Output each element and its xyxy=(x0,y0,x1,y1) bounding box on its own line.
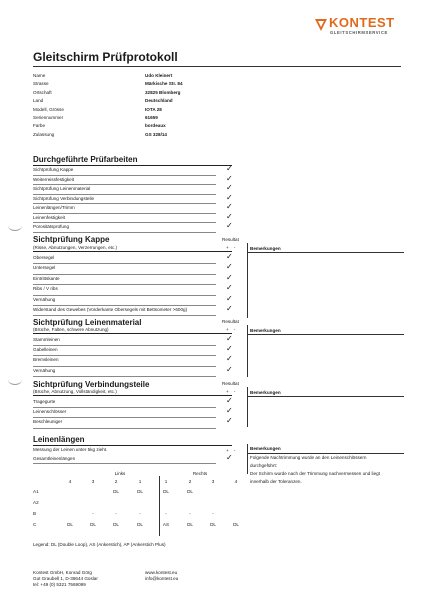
laengen-gesamt-check-icon: ✓ xyxy=(226,453,233,462)
info-value: Deutschland xyxy=(145,98,173,104)
laengen-title: Leinenlängen xyxy=(33,435,85,444)
leinen-bemerkungen: Bemerkungen xyxy=(250,328,281,333)
list-item-label: Vernähung xyxy=(33,367,56,373)
logo-emblem-icon xyxy=(314,18,328,32)
verbindung-remarks-line xyxy=(247,396,404,397)
footer-link: www.kontest.eu xyxy=(145,570,178,575)
check-icon: ✓ xyxy=(226,334,233,343)
laengen-links-label: Links xyxy=(114,471,126,476)
verbindung-title: Sichtprüfung Verbindungsteile xyxy=(33,380,150,389)
row-line xyxy=(33,315,216,316)
info-label: Farbe xyxy=(33,123,46,129)
row-line xyxy=(33,345,216,346)
kappe-title: Sichtprüfung Kappe xyxy=(33,235,110,244)
check-icon: ✓ xyxy=(226,221,233,230)
verbindung-resultat: Resultat xyxy=(222,381,239,386)
row-line xyxy=(33,284,216,285)
footer-line: Kontest GmbH, Konrad Görg xyxy=(33,570,92,575)
table-cell: DL xyxy=(137,522,143,527)
durchgefuehrt-title-line xyxy=(33,165,232,166)
table-cell: DL xyxy=(210,522,216,527)
table-cell: - xyxy=(212,511,214,516)
table-cell: DL xyxy=(137,489,143,494)
kontest-logo xyxy=(314,17,414,39)
row-line xyxy=(33,175,216,176)
table-cell: DL xyxy=(187,489,193,494)
info-value: 32825 Blomberg xyxy=(145,89,181,95)
row-line xyxy=(33,184,216,185)
table-col-header: 4 xyxy=(234,479,238,484)
row-line xyxy=(33,203,216,204)
table-col-header: 3 xyxy=(211,479,215,484)
kappe-title-line xyxy=(33,251,232,252)
list-item-label: Sichtprüfung Verbindungsteile xyxy=(33,195,95,201)
info-label: Land xyxy=(33,98,44,104)
row-line xyxy=(33,263,216,264)
laengen-bemerkungen: Bemerkungen xyxy=(250,446,281,451)
table-cell: DL xyxy=(187,522,193,527)
kappe-remarks-line xyxy=(247,252,404,253)
row-line xyxy=(33,366,216,367)
table-cell: AS xyxy=(162,522,170,527)
verbindung-remarks-divider xyxy=(247,387,248,427)
check-icon: ✓ xyxy=(226,293,233,303)
list-item-label: Untersegel xyxy=(33,265,56,271)
info-label: Modell, Grösse xyxy=(33,106,64,112)
footer-link: info@kontest.eu xyxy=(145,576,179,581)
table-col-header: 2 xyxy=(188,479,192,484)
laengen-plusminus: + - xyxy=(226,448,236,453)
list-item-label: Obersegel xyxy=(33,255,55,260)
list-item-label: Sichtprüfung Kappe xyxy=(33,167,74,172)
kappe-resultat: Resultat xyxy=(222,237,239,242)
table-cell: - xyxy=(165,511,167,516)
table-row-label: A1 xyxy=(33,489,39,494)
laengen-remarks-divider xyxy=(247,444,248,474)
check-icon: ✓ xyxy=(226,304,233,313)
row-line xyxy=(33,213,216,214)
leinen-remarks-divider xyxy=(247,325,248,377)
check-icon: ✓ xyxy=(226,364,233,374)
legend-text: Legend: DL (Double Loop), AS (Ankerstich), AP (Ankerstich Plus) xyxy=(33,542,166,547)
laengen-bemerkung-line: Folgende Nachtrimmung wurde an den Leinenschlössern xyxy=(250,455,367,460)
table-cell: - xyxy=(139,511,141,516)
list-item-label: Weiterreissfestigkeit xyxy=(33,176,75,182)
check-icon: ✓ xyxy=(226,262,233,272)
punch-mark xyxy=(8,374,22,385)
list-item-label: Sichtprüfung Leinenmaterial xyxy=(33,186,91,191)
check-icon: ✓ xyxy=(226,173,233,183)
footer-line: tel: +49 (0) 5321 7569099 xyxy=(33,582,86,587)
check-icon: ✓ xyxy=(226,344,233,354)
laengen-subtitle: Messung der Leinen unter 5kg zieht. xyxy=(33,447,108,452)
table-cell: DL xyxy=(113,489,119,494)
logo-tagline: GLEITSCHIRMSERVICE xyxy=(330,30,388,35)
check-icon: ✓ xyxy=(226,283,233,293)
check-icon: ✓ xyxy=(226,202,233,211)
durchgefuehrt-title: Durchgeführte Prüfarbeiten xyxy=(33,155,138,164)
table-cell: - xyxy=(115,511,117,516)
verbindung-title-line xyxy=(33,395,232,396)
table-cell: DL xyxy=(233,522,239,527)
check-icon: ✓ xyxy=(226,252,233,261)
list-item-label: Tragegurte xyxy=(33,399,56,404)
row-line xyxy=(33,295,216,296)
list-item-label: Gabelleinen xyxy=(33,347,58,353)
list-item-label: Eintrittskante xyxy=(33,275,60,281)
info-value: bordeaux xyxy=(145,123,166,129)
kappe-remarks-divider xyxy=(247,243,248,318)
kappe-subtitle: (Risse, Abnutzungen, Verzerrungen, etc.) xyxy=(33,245,118,250)
info-label: Strasse xyxy=(33,81,49,87)
row-line xyxy=(33,222,216,223)
verbindung-plusminus: + - xyxy=(226,389,236,394)
table-cell: DL xyxy=(113,522,119,527)
row-line xyxy=(33,194,216,195)
verbindung-bemerkungen: Bemerkungen xyxy=(250,390,281,395)
check-icon: ✓ xyxy=(226,406,233,416)
leinen-remarks-line xyxy=(247,334,404,335)
table-col-header: 1 xyxy=(138,479,142,484)
list-item-label: Ribs / V ribs xyxy=(33,286,58,292)
table-cell: DL xyxy=(90,522,96,527)
info-value: Märkische Str. 84 xyxy=(145,81,183,87)
leinen-plusminus: + - xyxy=(226,327,236,332)
list-item-label: Vernähung xyxy=(33,296,56,302)
page-title: Gleitschirm Prüfprotokoll xyxy=(33,50,178,64)
check-icon: ✓ xyxy=(226,354,233,364)
row-line xyxy=(33,417,216,418)
laengen-remarks-line xyxy=(247,453,404,454)
list-item-label: Beschleuniger xyxy=(33,419,63,425)
footer-line: Gut Graubell 1, D-38644 Goslar xyxy=(33,576,98,581)
table-cell: DL xyxy=(163,489,169,494)
laengen-bemerkung-line: Der Schirm wurde nach der Trimmung nachvermessen und liegt xyxy=(250,471,380,476)
list-item-label: Widerstand des Gewebes (Vorderkante Obersegels mit Bettsometer >600g) xyxy=(33,307,188,312)
laengen-rechts-label: Rechts xyxy=(192,471,208,476)
check-icon: ✓ xyxy=(226,396,233,405)
info-label: Seriennummer xyxy=(33,115,64,120)
list-item-label: Leinenlängen/Trimm xyxy=(33,205,75,210)
table-col-header: 4 xyxy=(68,479,72,484)
leinen-subtitle: (Brüche, Falten, schwere Abnutzung) xyxy=(33,327,109,332)
kappe-bemerkungen: Bemerkungen xyxy=(250,246,281,251)
title-underline xyxy=(33,66,401,67)
verbindung-subtitle: (Brüche, Abnutzung, Vollständigkeit, etc.) xyxy=(33,389,117,394)
check-icon: ✓ xyxy=(226,192,233,202)
leinen-resultat: Resultat xyxy=(222,319,239,324)
list-item-label: Leinenfestigkeit xyxy=(33,214,65,220)
laengen-bemerkung-line: innerhalb der Toleranzen. xyxy=(250,479,302,484)
list-item-label: Leinenschlösser xyxy=(33,409,67,415)
check-icon: ✓ xyxy=(226,164,233,173)
check-icon: ✓ xyxy=(226,416,233,426)
table-cell: - xyxy=(189,511,191,516)
info-label: Name xyxy=(33,73,46,78)
info-value: 61659 xyxy=(145,115,158,120)
table-row-label: C xyxy=(33,522,37,527)
row-line xyxy=(33,274,216,275)
row-line xyxy=(33,407,216,408)
laengen-gesamt-line xyxy=(33,463,216,464)
logo-brand: KONTEST xyxy=(329,15,395,30)
table-cell: - xyxy=(92,511,94,516)
table-col-header: 3 xyxy=(91,479,95,484)
row-line xyxy=(33,428,216,429)
check-icon: ✓ xyxy=(226,272,233,282)
table-col-header: 2 xyxy=(114,479,118,484)
check-icon: ✓ xyxy=(226,183,233,192)
info-value: Udo Kleinert xyxy=(145,73,173,78)
row-line xyxy=(33,305,216,306)
list-item-label: Porositätsprüfung xyxy=(33,224,70,229)
table-row-label: A2 xyxy=(33,500,39,505)
row-line xyxy=(33,232,216,233)
kappe-plusminus: + - xyxy=(226,245,236,250)
info-value: IOTA 28 xyxy=(145,106,162,112)
row-line xyxy=(33,376,216,377)
table-col-header: 1 xyxy=(164,479,168,484)
laengen-table-center-divider xyxy=(159,476,160,536)
info-label: Ortschaft xyxy=(33,89,52,95)
check-icon: ✓ xyxy=(226,211,233,221)
table-row-label: B xyxy=(33,511,37,516)
punch-mark xyxy=(8,220,22,231)
info-label: Zulassung xyxy=(33,131,55,137)
laengen-gesamt: Gesamtleinenlängen xyxy=(33,456,76,461)
leinen-title: Sichtprüfung Leinenmaterial xyxy=(33,318,142,327)
row-line xyxy=(33,355,216,356)
laengen-bemerkung-line: durchgeführt: xyxy=(250,463,278,468)
list-item-label: Stammleinen xyxy=(33,337,60,342)
leinen-title-line xyxy=(33,333,232,334)
laengen-title-line xyxy=(33,445,232,446)
info-value: GS 328/14 xyxy=(145,131,167,137)
list-item-label: Bremsleinen xyxy=(33,357,59,363)
table-cell: DL xyxy=(67,522,73,527)
